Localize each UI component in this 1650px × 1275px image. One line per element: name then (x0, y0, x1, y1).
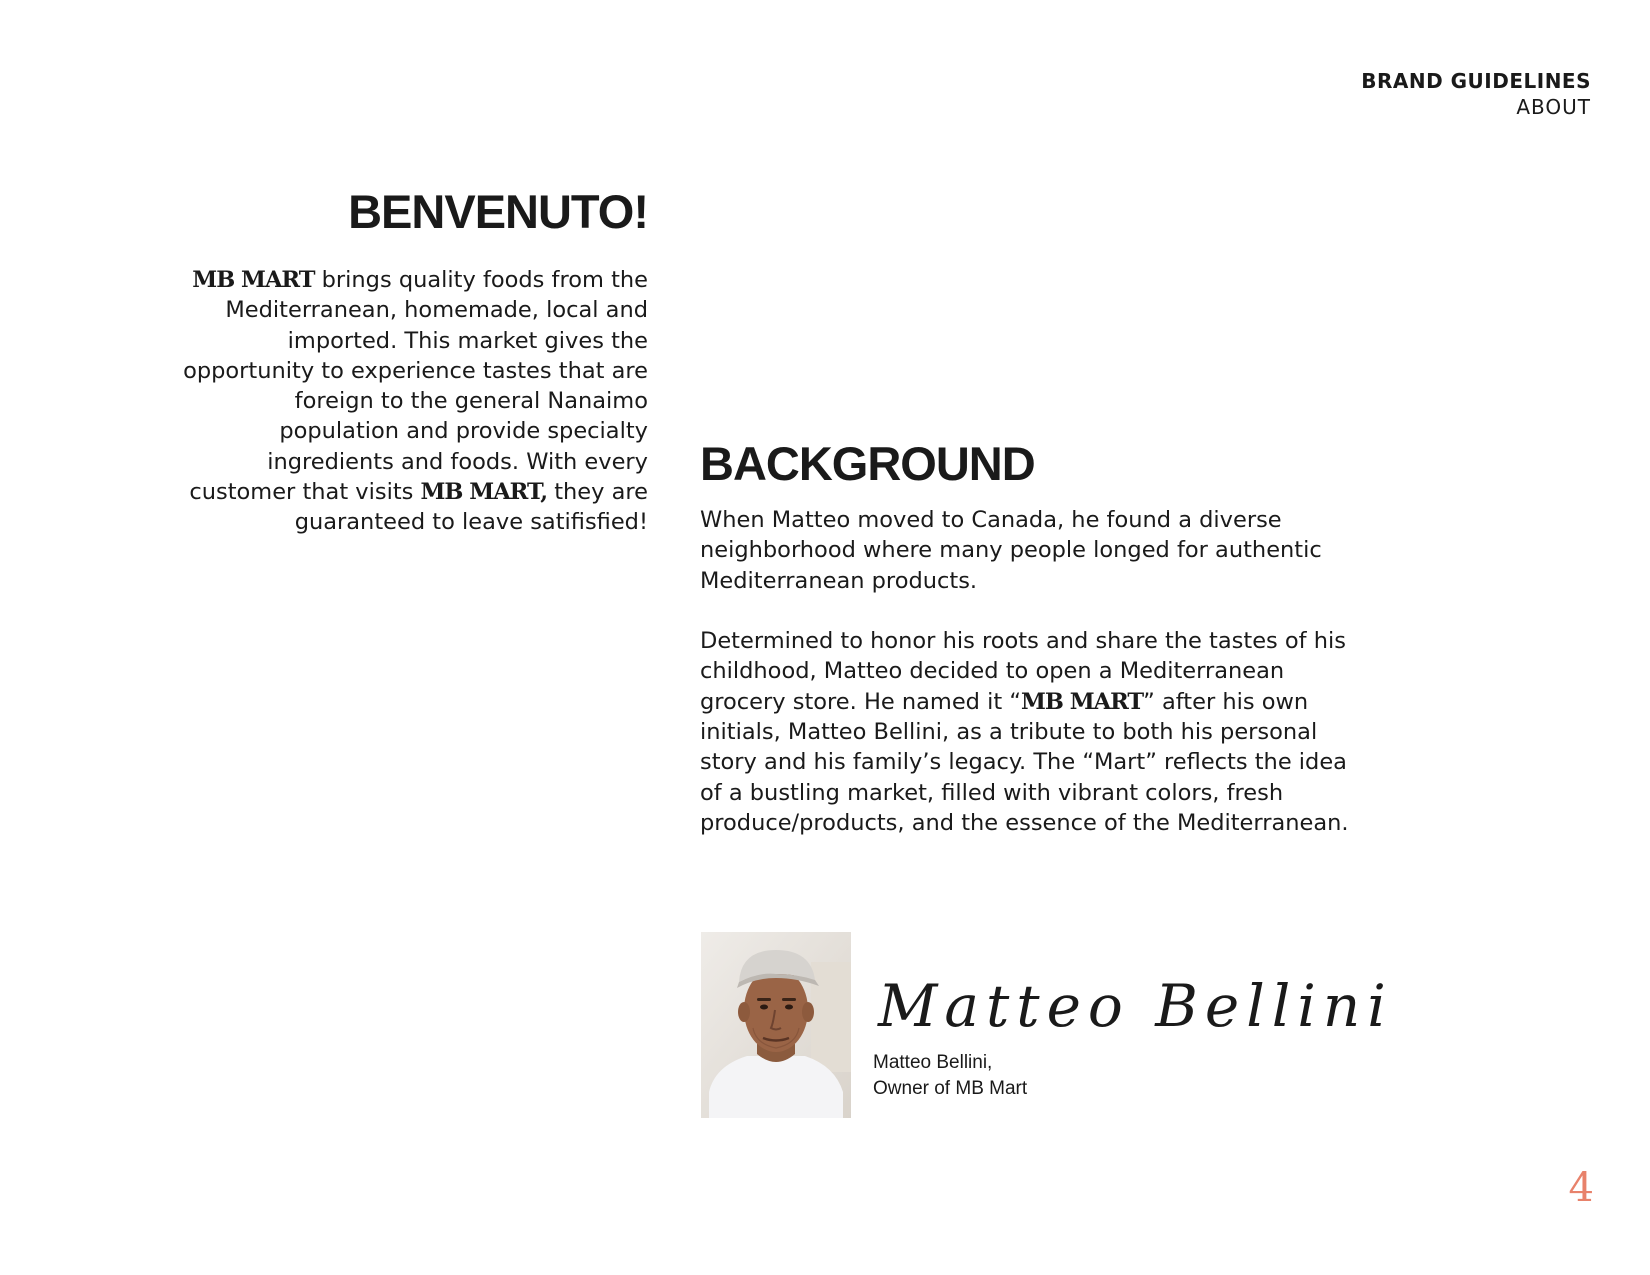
background-text-part: ” after his own initials, Matteo Bellini, as a tribute to both his personal story and his family’s legacy. The “Mart” reflects the idea of a bustling market, filled with vibrant colors, fresh produce/products, and the essence of the Mediterranean. (700, 688, 1349, 836)
background-paragraph: When Matteo moved to Canada, he found a diverse neighborhood where many people longed for authentic Mediterranean products. (700, 507, 1322, 594)
brand-name: MB MART, (420, 479, 548, 506)
background-paragraph (700, 626, 1360, 838)
welcome-heading: BENVENUTO! (348, 185, 648, 238)
document-title: BRAND GUIDELINES (1361, 69, 1591, 93)
section-title: ABOUT (1516, 95, 1591, 119)
background-heading: BACKGROUND (700, 437, 1035, 490)
background-body (700, 505, 1360, 869)
owner-name: Matteo Bellini, (873, 1052, 993, 1073)
signature-text: Matteo Bellini (878, 972, 1393, 1040)
brand-name: MB MART (1021, 688, 1144, 715)
welcome-text-part: they are guaranteed to leave satifisfied! (294, 479, 648, 536)
owner-portrait-image (701, 932, 851, 1118)
page-header (1361, 68, 1591, 120)
welcome-text-part: brings quality foods from the Mediterranean, homemade, local and imported. This market gives the opportunity to experience tastes that are foreign to the general Nanaimo population and provide specialty ingredients and foods. With every customer that visits (183, 267, 648, 506)
welcome-paragraph (178, 265, 648, 538)
owner-photo (701, 932, 851, 1118)
signature-image (872, 968, 1393, 1048)
owner-signature (872, 968, 1393, 1052)
owner-role: Owner of MB Mart (873, 1078, 1028, 1099)
page-number: 4 (1568, 1165, 1594, 1211)
background-text-part: Determined to honor his roots and share the tastes of his childhood, Matteo decided to open a Mediterranean grocery store. He named it “ (700, 628, 1346, 715)
owner-caption (873, 1050, 1027, 1102)
brand-name: MB MART (192, 267, 315, 293)
